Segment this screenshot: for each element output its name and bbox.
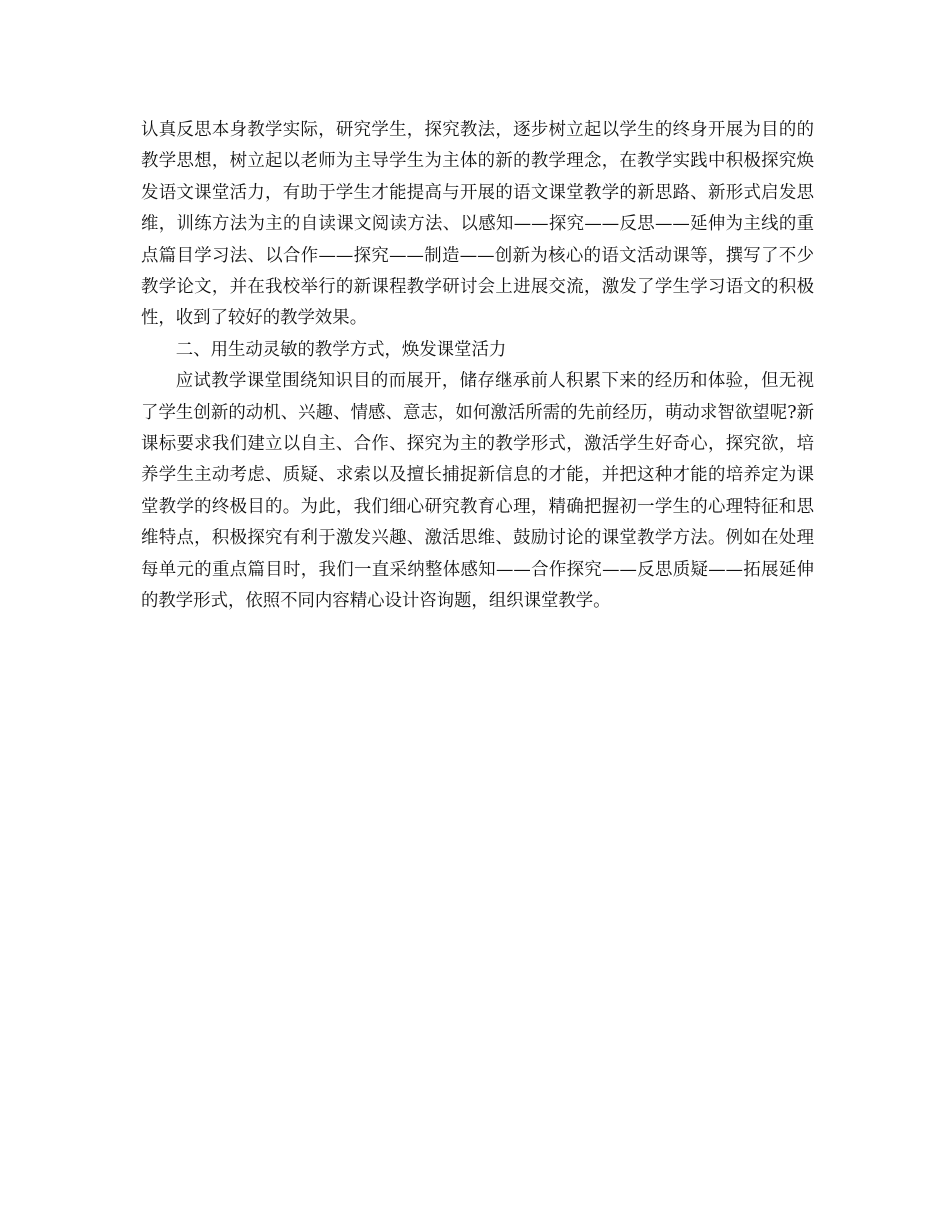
paragraph-continued: 认真反思本身教学实际，研究学生，探究教法，逐步树立起以学生的终身开展为目的的教学思想，树立起以老师为主导学生为主体的新的教学理念，在教学实践中积极探究焕发语文课堂活力，有助于学生才能提高与开展的语文课堂教学的新思路、新形式启发思维，训练方法为主的自读课文阅读方法、以感知——探究——反思——延伸为主线的重点篇目学习法、以合作——探究——制造——创新为核心的语文活动课等，撰写了不少教学论文，并在我校举行的新课程教学研讨会上进展交流，激发了学生学习语文的积极性，收到了较好的教学效果。 [141,120,814,329]
section-heading: 二、用生动灵敏的教学方式，焕发课堂活力 [175,339,507,360]
paragraph: 应试教学课堂围绕知识目的而展开，储存继承前人积累下来的经历和体验，但无视了学生创新的动机、兴趣、情感、意志，如何激活所需的先前经历，萌动求智欲望呢?新课标要求我们建立以自主、合作、探究为主的教学形式，激活学生好奇心，探究欲，培养学生主动考虑、质疑、求索以及擅长捕捉新信息的才能，并把这种才能的培养定为课堂教学的终极目的。为此，我们细心研究教育心理，精确把握初一学生的心理特征和思维特点，积极探究有利于激发兴趣、激活思维、鼓励讨论的课堂教学方法。例如在处理每单元的重点篇目时，我们一直采纳整体感知——合作探究——反思质疑——拓展延伸的教学形式，依照不同内容精心设计咨询题，组织课堂教学。 [141,371,814,612]
document-body [141,115,814,618]
